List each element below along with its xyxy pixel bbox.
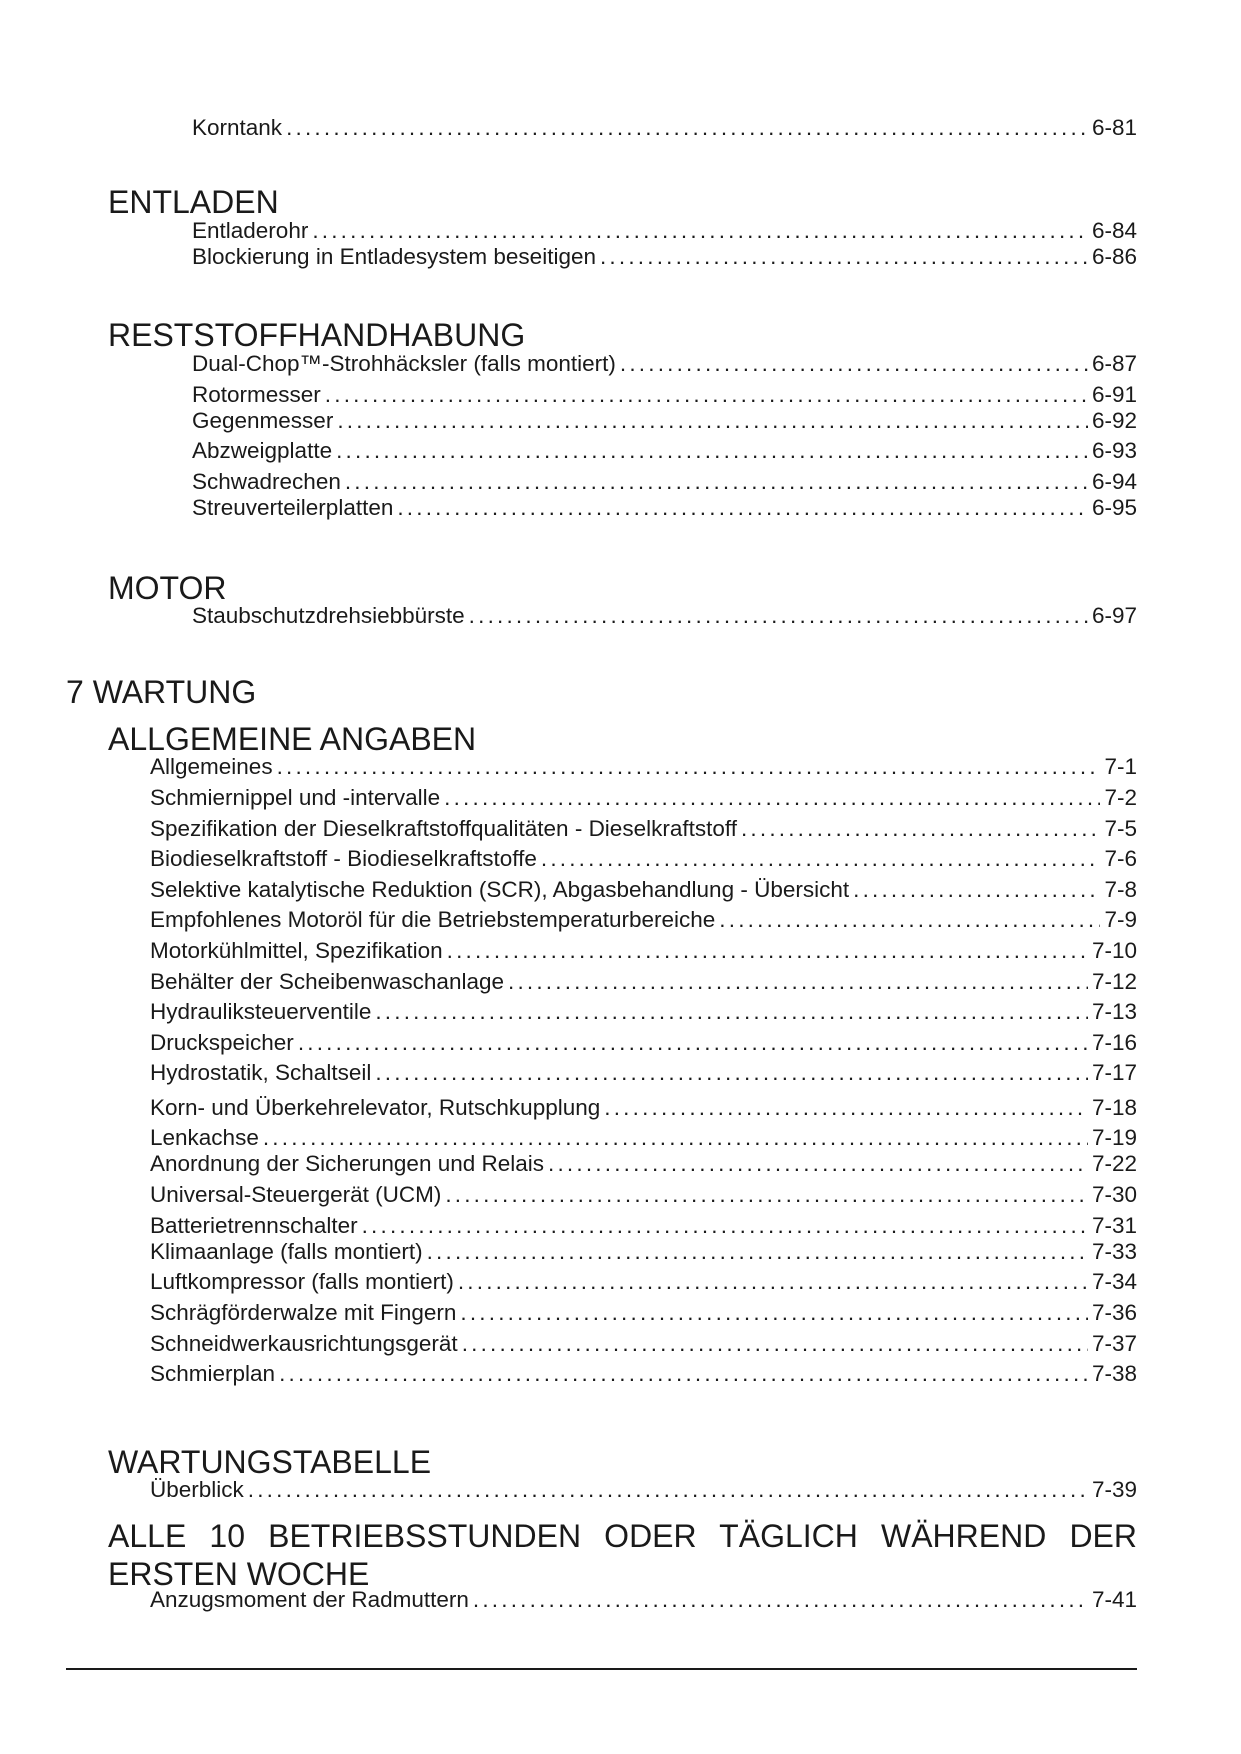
toc-entry-page: 7-41 [1091,1587,1137,1612]
toc-entry-page: 6-86 [1091,244,1137,269]
toc-entry-label: Gegenmesser [192,408,334,433]
toc-entry-page: 7-33 [1091,1239,1137,1264]
dot-leader [444,784,1100,812]
toc-entry-label: Staubschutzdrehsiebbürste [192,603,465,628]
section-heading: ALLE 10 BETRIEBSSTUNDEN ODER TÄGLICH WÄHREND DER ERSTEN WOCHE [108,1518,1137,1592]
toc-entry[interactable] [192,494,1137,522]
dot-leader [853,876,1100,904]
toc-entry[interactable] [150,1586,1137,1614]
dot-leader [279,1360,1088,1388]
toc-entry-page: 7-6 [1104,846,1137,871]
section-heading: WARTUNGSTABELLE [108,1444,432,1480]
toc-entry-label: Allgemeines [150,754,273,779]
toc-entry-page: 7-13 [1091,999,1137,1024]
toc-entry-page: 7-34 [1091,1269,1137,1294]
toc-entry-page: 6-84 [1091,218,1137,243]
toc-entry[interactable] [150,876,1137,904]
toc-entry[interactable] [150,1059,1137,1087]
toc-entry[interactable] [150,1029,1137,1057]
dot-leader [362,1212,1088,1240]
toc-entry-label: Behälter der Scheibenwaschanlage [150,969,504,994]
toc-entry[interactable] [192,407,1137,435]
toc-entry-page: 7-39 [1091,1477,1137,1502]
toc-entry[interactable] [150,1212,1137,1240]
toc-entry[interactable] [150,1094,1137,1122]
dot-leader [427,1238,1088,1266]
toc-entry[interactable] [150,815,1137,843]
toc-entry-label: Schrägförderwalze mit Fingern [150,1300,457,1325]
toc-entry-page: 7-17 [1091,1060,1137,1085]
toc-entry-page: 7-31 [1091,1213,1137,1238]
toc-entry-page: 7-16 [1091,1030,1137,1055]
section-heading: ENTLADEN [108,184,279,220]
dot-leader [620,350,1088,378]
dot-leader [604,1094,1088,1122]
toc-entry-label: Schneidwerkausrichtungsgerät [150,1331,458,1356]
toc-entry-label: Empfohlenes Motoröl für die Betriebstemperaturbereiche [150,907,716,932]
toc-entry-page: 6-81 [1091,115,1137,140]
toc-entry-label: Spezifikation der Dieselkraftstoffqualitäten - Dieselkraftstoff [150,816,737,841]
toc-entry-page: 7-36 [1091,1300,1137,1325]
dot-leader [345,468,1088,496]
toc-entry-label: Hydrostatik, Schaltseil [150,1060,372,1085]
dot-leader [719,906,1100,934]
dot-leader [508,968,1088,996]
toc-entry[interactable] [192,350,1137,378]
dot-leader [447,937,1088,965]
toc-entry-page: 6-91 [1091,382,1137,407]
toc-entry[interactable] [150,1268,1137,1296]
toc-entry-page: 6-97 [1091,603,1137,628]
dot-leader [741,815,1101,843]
toc-entry[interactable] [150,1476,1137,1504]
toc-entry-page: 7-37 [1091,1331,1137,1356]
toc-entry-label: Dual-Chop™-Strohhäcksler (falls montiert) [192,351,616,376]
dot-leader [325,381,1088,409]
toc-entry-page: 7-12 [1091,969,1137,994]
dot-leader [458,1268,1088,1296]
dot-leader [277,753,1101,781]
toc-entry[interactable] [150,1330,1137,1358]
toc-entry-label: Universal-Steuergerät (UCM) [150,1182,442,1207]
toc-entry-label: Klimaanlage (falls montiert) [150,1239,423,1264]
dot-leader [469,602,1088,630]
toc-entry[interactable] [150,998,1137,1026]
dot-leader [548,1150,1088,1178]
toc-entry[interactable] [192,437,1137,465]
toc-entry-page: 6-94 [1091,469,1137,494]
dot-leader [312,217,1088,245]
dot-leader [397,494,1088,522]
toc-entry-page: 7-1 [1104,754,1137,779]
toc-entry-label: Schmiernippel und -intervalle [150,785,441,810]
toc-entry-page: 7-22 [1091,1151,1137,1176]
dot-leader [445,1181,1088,1209]
toc-entry-page: 7-19 [1091,1125,1137,1150]
toc-entry[interactable] [150,1299,1137,1327]
toc-entry-page: 7-10 [1091,938,1137,963]
dot-leader [248,1476,1088,1504]
toc-entry-label: Lenkachse [150,1125,259,1150]
dot-leader [336,437,1088,465]
dot-leader [286,114,1088,142]
toc-entry-page: 7-8 [1104,877,1137,902]
toc-entry-page: 7-9 [1104,907,1137,932]
toc-entry-label: Anordnung der Sicherungen und Relais [150,1151,545,1176]
section-heading: MOTOR [108,570,227,606]
section-heading: RESTSTOFFHANDHABUNG [108,317,526,353]
toc-entry[interactable] [150,968,1137,996]
toc-entry-page: 6-95 [1091,495,1137,520]
toc-entry-page: 6-87 [1091,351,1137,376]
toc-entry[interactable] [150,1238,1137,1266]
toc-entry-label: Motorkühlmittel, Spezifikation [150,938,443,963]
toc-entry-page: 7-18 [1091,1095,1137,1120]
toc-entry[interactable] [192,602,1137,630]
toc-entry-page: 7-5 [1104,816,1137,841]
toc-entry-label: Selektive katalytische Reduktion (SCR), Abgasbehandlung - Übersicht [150,877,850,902]
toc-entry[interactable] [192,114,1137,142]
toc-entry-page: 6-92 [1091,408,1137,433]
chapter-heading: 7 WARTUNG [66,674,257,710]
toc-entry-label: Biodieselkraftstoff - Biodieselkraftstoffe [150,846,537,871]
toc-entry-label: Überblick [150,1477,244,1502]
toc-entry[interactable] [150,784,1137,812]
toc-entry[interactable] [150,1124,1137,1152]
toc-entry[interactable] [192,217,1137,245]
toc-entry-label: Druckspeicher [150,1030,294,1055]
dot-leader [473,1586,1088,1614]
toc-entry-label: Anzugsmoment der Radmuttern [150,1587,469,1612]
bottom-rule [66,1668,1137,1670]
toc-entry-label: Blockierung in Entladesystem beseitigen [192,244,596,269]
toc-entry-label: Schmierplan [150,1361,276,1386]
toc-entry-label: Abzweigplatte [192,438,333,463]
toc-entry-label: Hydrauliksteuerventile [150,999,372,1024]
toc-entry[interactable] [150,753,1137,781]
toc-entry[interactable] [150,1181,1137,1209]
dot-leader [375,1059,1088,1087]
dot-leader [600,243,1088,271]
dot-leader [375,998,1088,1026]
toc-entry-label: Entladerohr [192,218,309,243]
toc-entry[interactable] [192,381,1137,409]
dot-leader [263,1124,1088,1152]
toc-entry[interactable] [150,1150,1137,1178]
dot-leader [337,407,1088,435]
toc-entry-label: Batterietrennschalter [150,1213,358,1238]
dot-leader [462,1330,1088,1358]
toc-entry-label: Streuverteilerplatten [192,495,394,520]
toc-entry-page: 7-30 [1091,1182,1137,1207]
toc-entry[interactable] [150,906,1137,934]
toc-entry[interactable] [192,243,1137,271]
toc-entry-label: Korn- und Überkehrelevator, Rutschkupplung [150,1095,601,1120]
toc-entry[interactable] [150,937,1137,965]
dot-leader [460,1299,1088,1327]
dot-leader [541,845,1101,873]
section-heading: ALLGEMEINE ANGABEN [108,721,477,757]
toc-entry-page: 6-93 [1091,438,1137,463]
toc-entry-page: 7-2 [1104,785,1137,810]
toc-entry-label: Korntank [192,115,283,140]
toc-entry-label: Rotormesser [192,382,321,407]
toc-entry-page: 7-38 [1091,1361,1137,1386]
toc-entry-label: Luftkompressor (falls montiert) [150,1269,454,1294]
dot-leader [298,1029,1088,1057]
toc-entry[interactable] [150,845,1137,873]
toc-entry[interactable] [150,1360,1137,1388]
toc-entry[interactable] [192,468,1137,496]
toc-entry-label: Schwadrechen [192,469,341,494]
